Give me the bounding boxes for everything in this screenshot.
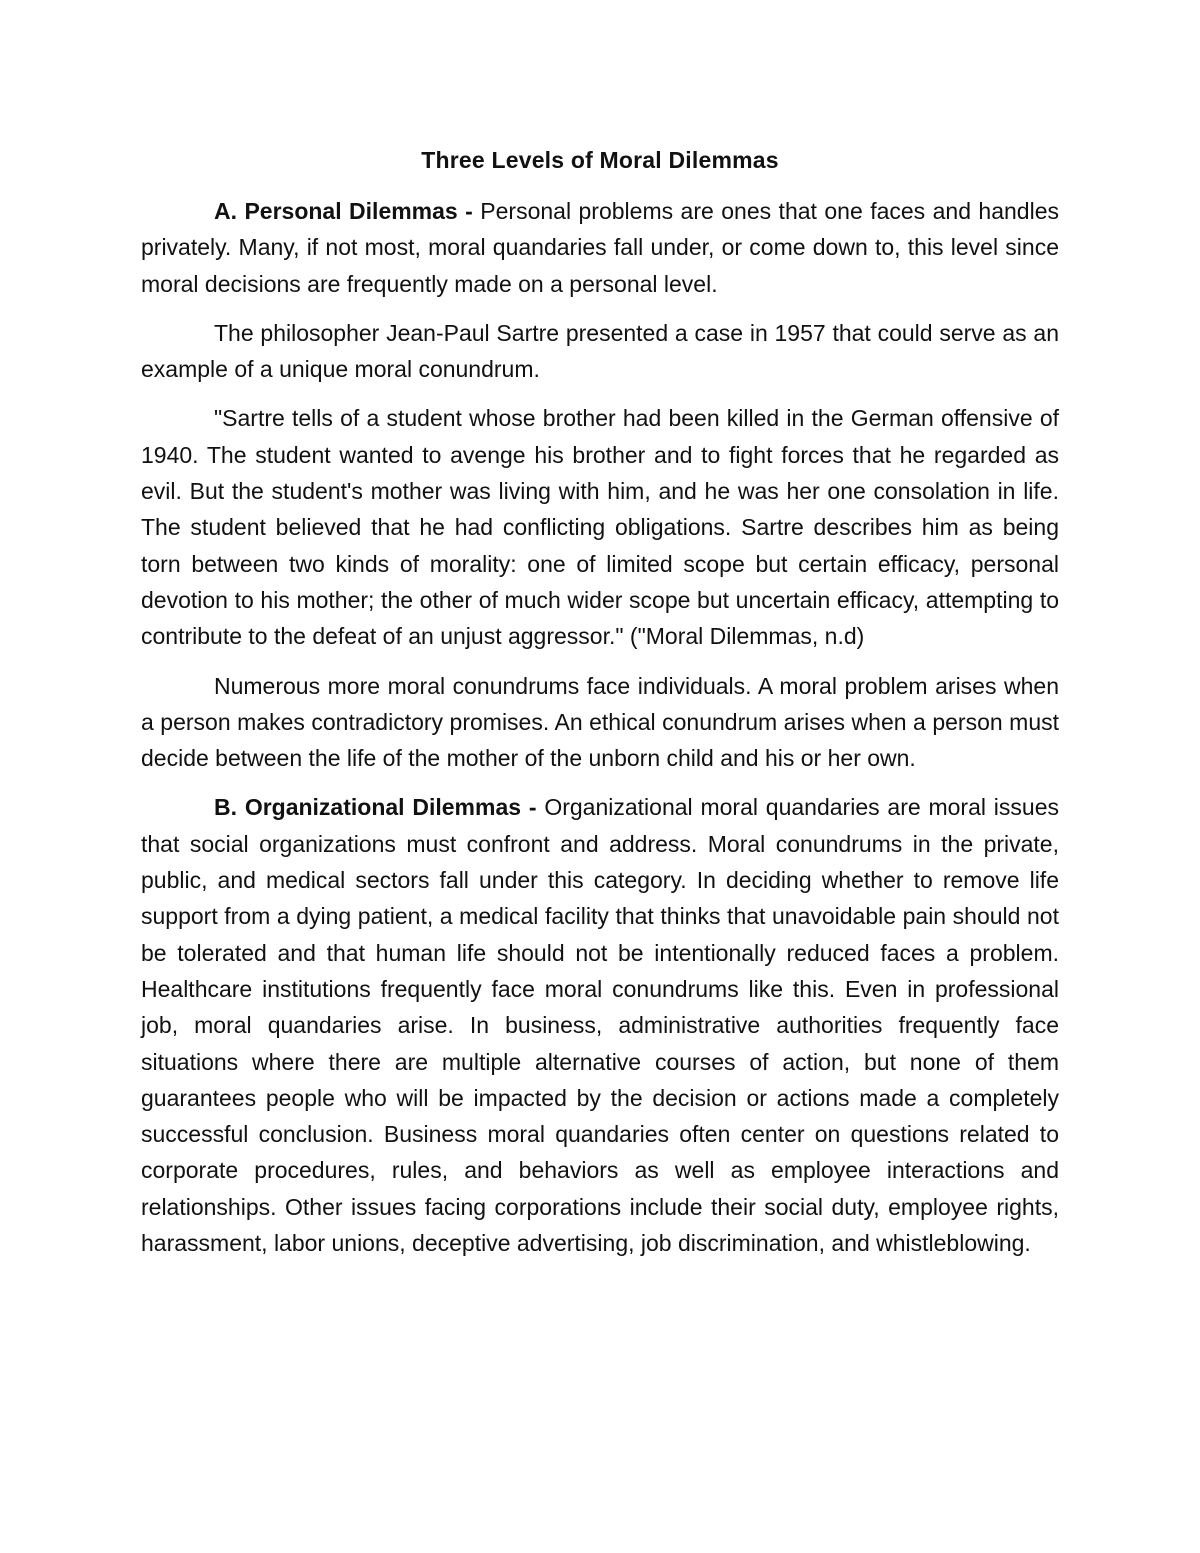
document-body xyxy=(141,142,1059,1274)
section-a-text: Personal problems are ones that one faces and handles privately. Many, if not most, moral quandaries fall under, or come down to, this level since moral decisions are frequently made on a personal level. xyxy=(141,198,1060,297)
paragraph-personal-dilemmas xyxy=(141,193,1059,302)
paragraph-sartre-intro: The philosopher Jean-Paul Sartre presented a case in 1957 that could serve as an example of a unique moral conundrum. xyxy=(141,319,1059,383)
document-title: Three Levels of Moral Dilemmas xyxy=(421,147,779,173)
paragraph-organizational-dilemmas xyxy=(141,789,1059,1261)
section-a-heading: A. Personal Dilemmas - xyxy=(214,198,473,224)
section-b-text: Organizational moral quandaries are moral issues that social organizations must confront and address. Moral conundrums in the private, public, and medical sectors fall under this category. In deciding whether to remove life support from a dying patient, a medical facility that thinks that unavoidable pain should not be tolerated and that human life should not be intentionally reduced faces a problem. Healthcare institutions frequently face moral conundrums like this. Even in professional job, moral quandaries arise. In business, administrative authorities frequently face situations where there are multiple alternative courses of action, but none of them guarantees people who will be impacted by the decision or actions made a completely successful conclusion. Business moral quandaries often center on questions related to corporate procedures, rules, and behaviors as well as employee interactions and relationships. Other issues facing corporations include their social duty, employee rights, harassment, labor unions, deceptive advertising, job discrimination, and whistleblowing. xyxy=(141,794,1059,1257)
section-b-heading: B. Organizational Dilemmas - xyxy=(214,794,537,821)
paragraph-numerous-conundrums: Numerous more moral conundrums face individuals. A moral problem arises when a person makes contradictory promises. An ethical conundrum arises when a person must decide between the life of the mother of the unborn child and his or her own. xyxy=(141,672,1059,772)
paragraph-sartre-quote: "Sartre tells of a student whose brother had been killed in the German offensive of 1940. The student wanted to avenge his brother and to fight forces that he regarded as evil. But the student's mother was living with him, and he was her one consolation in life. The student believed that he had conflicting obligations. Sartre describes him as being torn between two kinds of morality: one of limited scope but certain efficacy, personal devotion to his mother; the other of much wider scope but uncertain efficacy, attempting to contribute to the defeat of an unjust aggressor." ("Moral Dilemmas, n.d) xyxy=(141,405,1059,650)
